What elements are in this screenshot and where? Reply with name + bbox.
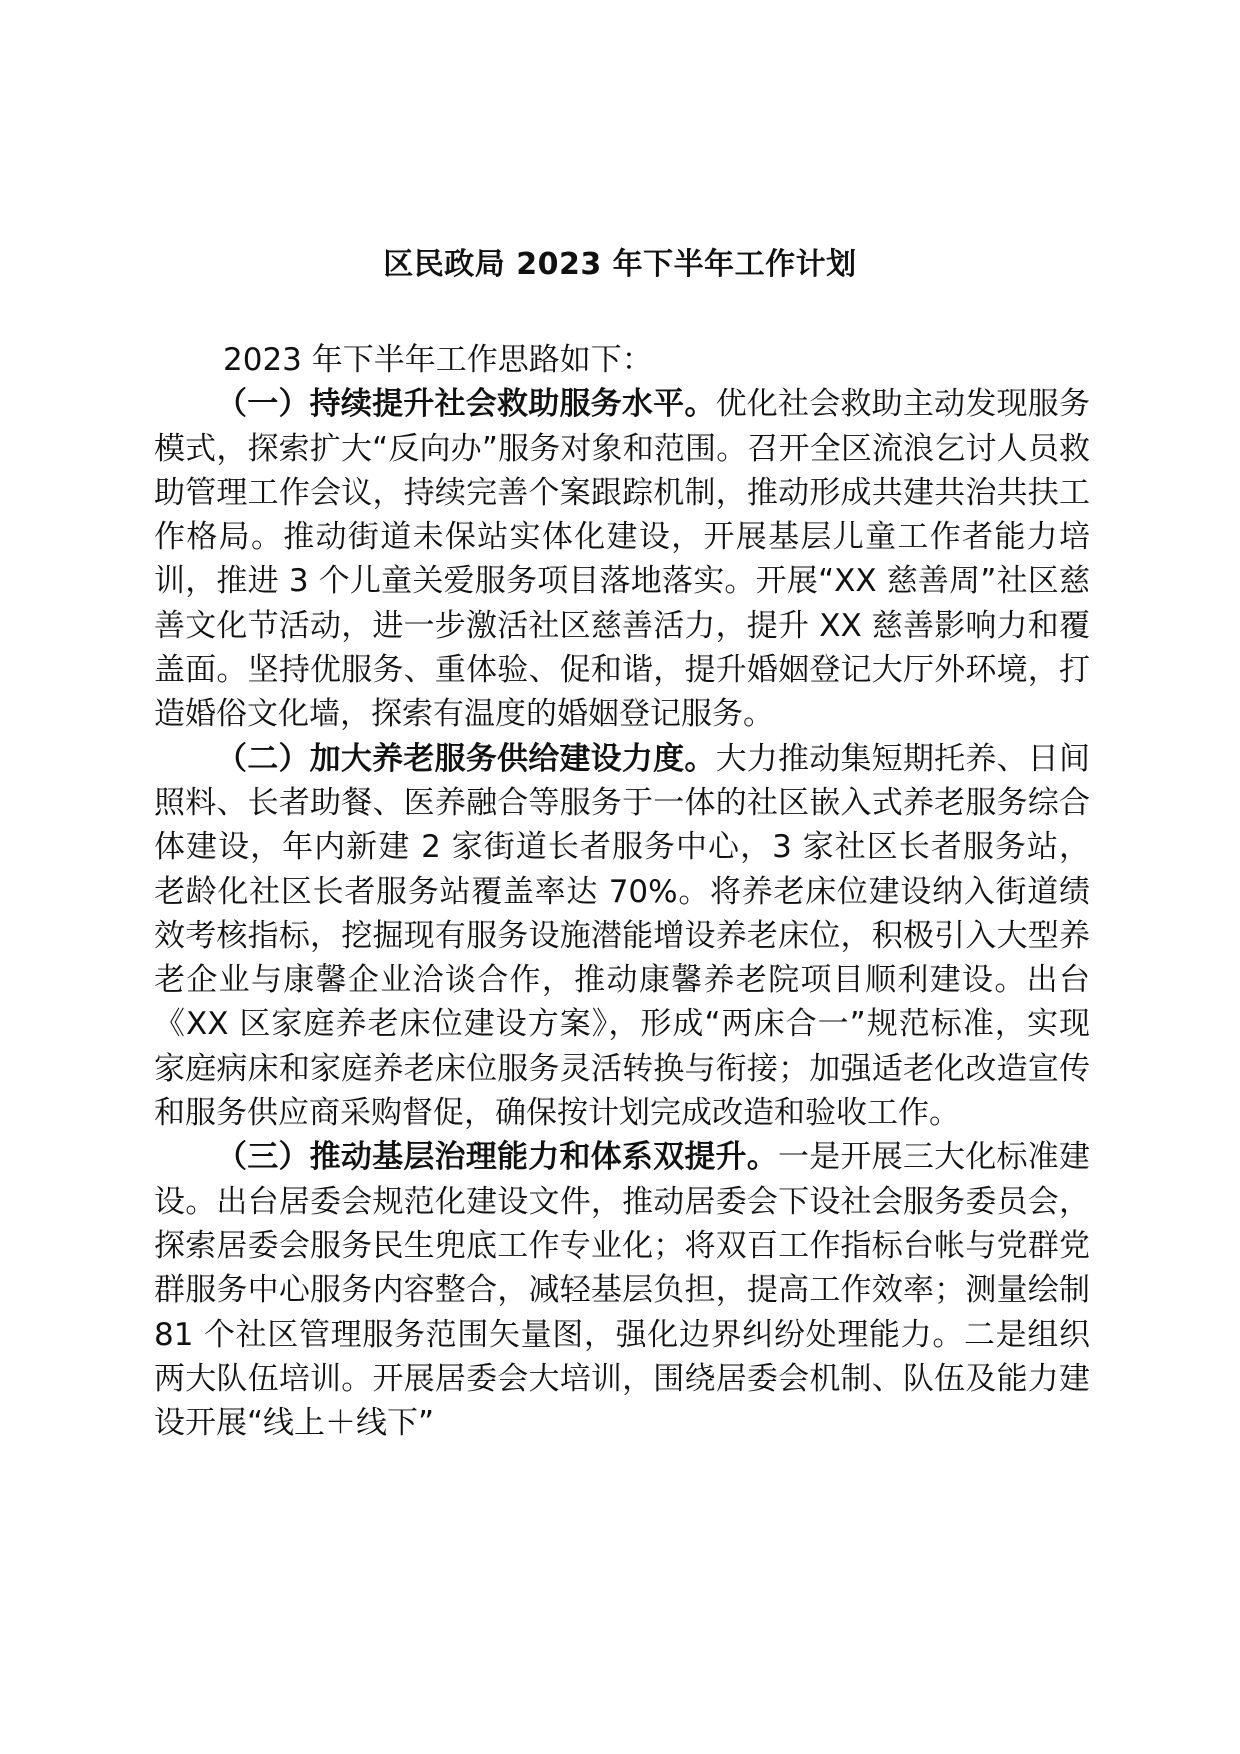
- section-paragraph-2: [154, 737, 1090, 1136]
- intro-paragraph: 2023 年下半年工作思路如下：: [223, 342, 653, 378]
- section-heading-2: （二）加大养老服务供给建设力度。: [216, 740, 716, 777]
- section-paragraph-1: [154, 382, 1090, 736]
- document-body: [154, 338, 1090, 1445]
- section-paragraph-3: [154, 1135, 1090, 1445]
- section-heading-3: （三）推动基层治理能力和体系双提升。: [216, 1139, 778, 1176]
- section-text-1: 优化社会救助主动发现服务模式，探索扩大“反向办”服务对象和范围。召开全区流浪乞讨人员救助管理工作会议，持续完善个案跟踪机制，推动形成共建共治共扶工作格局。推动街道未保站实体化建设，开展基层儿童工作者能力培训，推进 3 个儿童关爱服务项目落地落实。开展“XX 慈善周”社区慈善文化节活动，进一步激活社区慈善活力，提升 XX 慈善影响力和覆盖面。坚持优服务、重体验、促和谐，提升婚姻登记大厅外环境，打造婚俗文化墙，探索有温度的婚姻登记服务。: [154, 386, 1091, 733]
- document-title: 区民政局 2023 年下半年工作计划: [383, 247, 857, 282]
- section-text-3: 一是开展三大化标准建设。出台居委会规范化建设文件，推动居委会下设社会服务委员会，探索居委会服务民生兜底工作专业化；将双百工作指标台帐与党群党群服务中心服务内容整合，减轻基层负担，提高工作效率；测量绘制 81 个社区管理服务范围矢量图，强化边界纠纷处理能力。二是组织两大队伍培训。开展居委会大培训，围绕居委会机制、队伍及能力建设开展“线上＋线下”: [154, 1139, 1090, 1442]
- section-heading-1: （一）持续提升社会救助服务水平。: [216, 386, 716, 423]
- section-text-2: 大力推动集短期托养、日间照料、长者助餐、医养融合等服务于一体的社区嵌入式养老服务综合体建设，年内新建 2 家街道长者服务中心，3 家社区长者服务站，老龄化社区长者服务站覆盖率达 70%。将养老床位建设纳入街道绩效考核指标，挖掘现有服务设施潜能增设养老床位，积极引入大型养老企业与康馨企业洽谈合作，推动康馨养老院项目顺利建设。出台《XX 区家庭养老床位建设方案》，形成“两床合一”规范标准，实现家庭病床和家庭养老床位服务灵活转换与衔接；加强适老化改造宣传和服务供应商采购督促，确保按计划完成改造和验收工作。: [154, 740, 1091, 1132]
